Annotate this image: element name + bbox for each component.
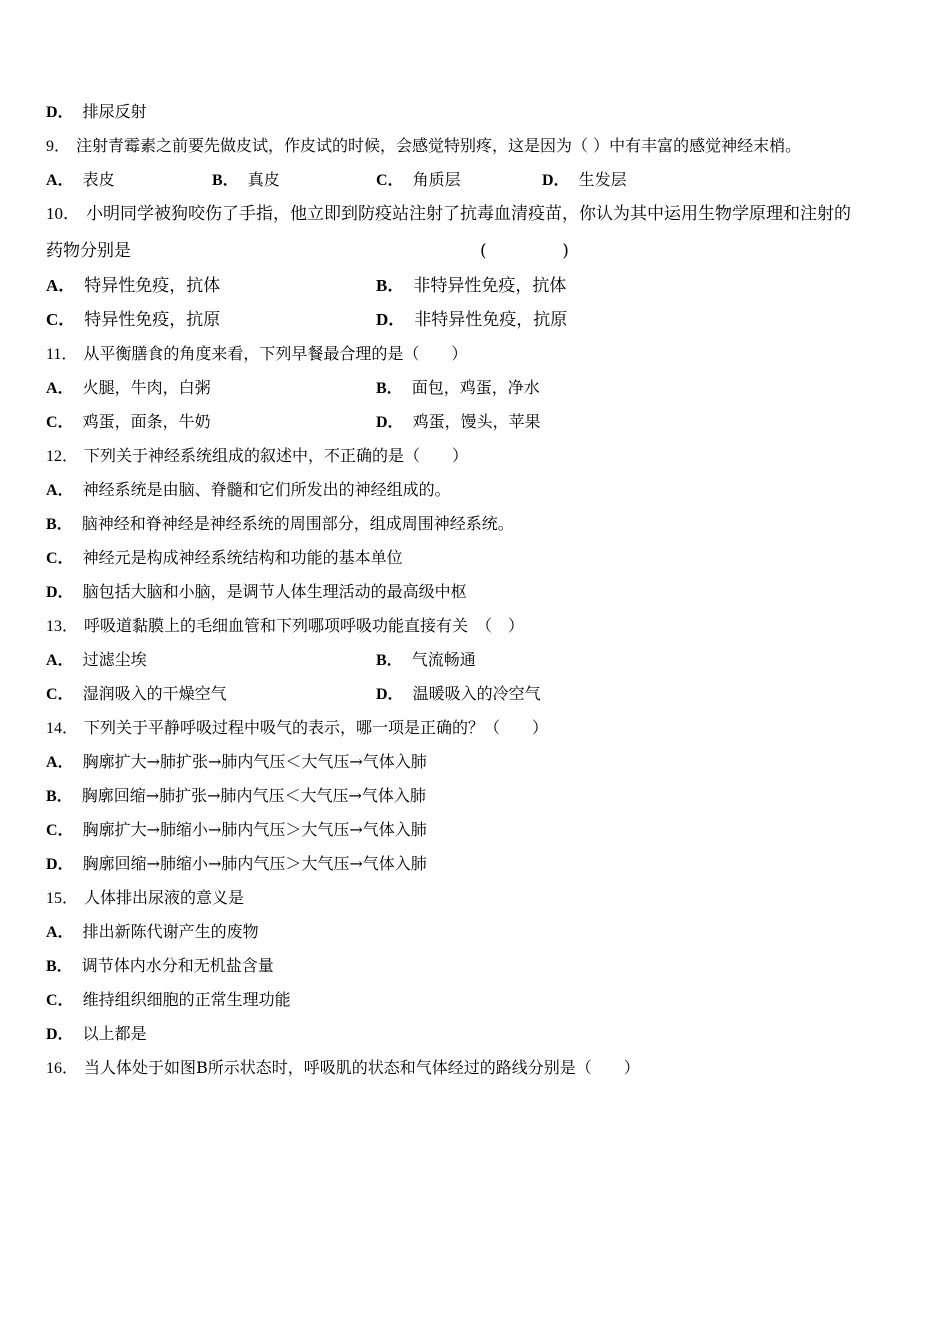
q9-option-b: B． 真皮 bbox=[212, 170, 280, 189]
q9-option-a: A． 表皮 bbox=[46, 170, 115, 189]
q14-option-a: A． 胸廓扩大→肺扩张→肺内气压＜大气压→气体入肺 bbox=[46, 752, 427, 771]
q14-option-c: C． 胸廓扩大→肺缩小→肺内气压＞大气压→气体入肺 bbox=[46, 820, 427, 839]
q11-option-b: B． 面包，鸡蛋，净水 bbox=[376, 378, 540, 397]
q10-answer-paren: ( ) bbox=[480, 241, 569, 261]
q14-option-d: D． 胸廓回缩→肺缩小→肺内气压＞大气压→气体入肺 bbox=[46, 854, 427, 873]
q15-option-b: B． 调节体内水分和无机盐含量 bbox=[46, 956, 274, 975]
q12-option-d: D． 脑包括大脑和小脑，是调节人体生理活动的最高级中枢 bbox=[46, 582, 467, 601]
q15-option-d: D． 以上都是 bbox=[46, 1024, 147, 1043]
q13-option-b: B． 气流畅通 bbox=[376, 650, 476, 669]
q13-option-a: A． 过滤尘埃 bbox=[46, 650, 147, 669]
q10-option-d: D． 非特异性免疫，抗原 bbox=[376, 310, 568, 330]
q9-option-c: C． 角质层 bbox=[376, 170, 461, 189]
q12-option-a: A． 神经系统是由脑、脊髓和它们所发出的神经组成的。 bbox=[46, 480, 451, 499]
q12-option-c: C． 神经元是构成神经系统结构和功能的基本单位 bbox=[46, 548, 403, 567]
q11-option-c: C． 鸡蛋，面条，牛奶 bbox=[46, 412, 211, 431]
q13-option-c: C． 湿润吸入的干燥空气 bbox=[46, 684, 227, 703]
q11-option-d: D． 鸡蛋，馒头，苹果 bbox=[376, 412, 541, 431]
q14-option-b: B． 胸廓回缩→肺扩张→肺内气压＜大气压→气体入肺 bbox=[46, 786, 426, 805]
q12-option-b: B． 脑神经和脊神经是神经系统的周围部分，组成周围神经系统。 bbox=[46, 514, 514, 533]
q15-option-c: C． 维持组织细胞的正常生理功能 bbox=[46, 990, 291, 1009]
q14-stem: 14． 下列关于平静呼吸过程中吸气的表示，哪一项是正确的？（ ） bbox=[46, 718, 549, 737]
q15-stem: 15． 人体排出尿液的意义是 bbox=[46, 888, 245, 907]
q12-stem: 12． 下列关于神经系统组成的叙述中，不正确的是（ ） bbox=[46, 446, 469, 465]
q9-stem: 9． 注射青霉素之前要先做皮试，作皮试的时候，会感觉特别疼，这是因为（ ）中有丰富的感觉神经末梢。 bbox=[46, 136, 802, 155]
q10-stem-line1: 10． 小明同学被狗咬伤了手指，他立即到防疫站注射了抗毒血清疫苗，你认为其中运用生物学原理和注射的 bbox=[46, 204, 851, 224]
q10-option-c: C． 特异性免疫，抗原 bbox=[46, 310, 221, 330]
q10-option-a: A． 特异性免疫，抗体 bbox=[46, 276, 221, 296]
q15-option-a: A． 排出新陈代谢产生的废物 bbox=[46, 922, 259, 941]
q8-option-d: D． 排尿反射 bbox=[46, 102, 147, 121]
q10-stem-line2: 药物分别是 bbox=[46, 241, 131, 261]
q9-option-d: D． 生发层 bbox=[542, 170, 627, 189]
q16-stem: 16． 当人体处于如图B所示状态时，呼吸肌的状态和气体经过的路线分别是（ ） bbox=[46, 1058, 640, 1077]
q13-stem: 13． 呼吸道黏膜上的毛细血管和下列哪项呼吸功能直接有关 （ ） bbox=[46, 616, 525, 635]
q11-option-a: A． 火腿，牛肉，白粥 bbox=[46, 378, 211, 397]
q11-stem: 11． 从平衡膳食的角度来看，下列早餐最合理的是（ ） bbox=[46, 344, 468, 363]
q10-option-b: B． 非特异性免疫，抗体 bbox=[376, 276, 567, 296]
q13-option-d: D． 温暖吸入的冷空气 bbox=[376, 684, 541, 703]
